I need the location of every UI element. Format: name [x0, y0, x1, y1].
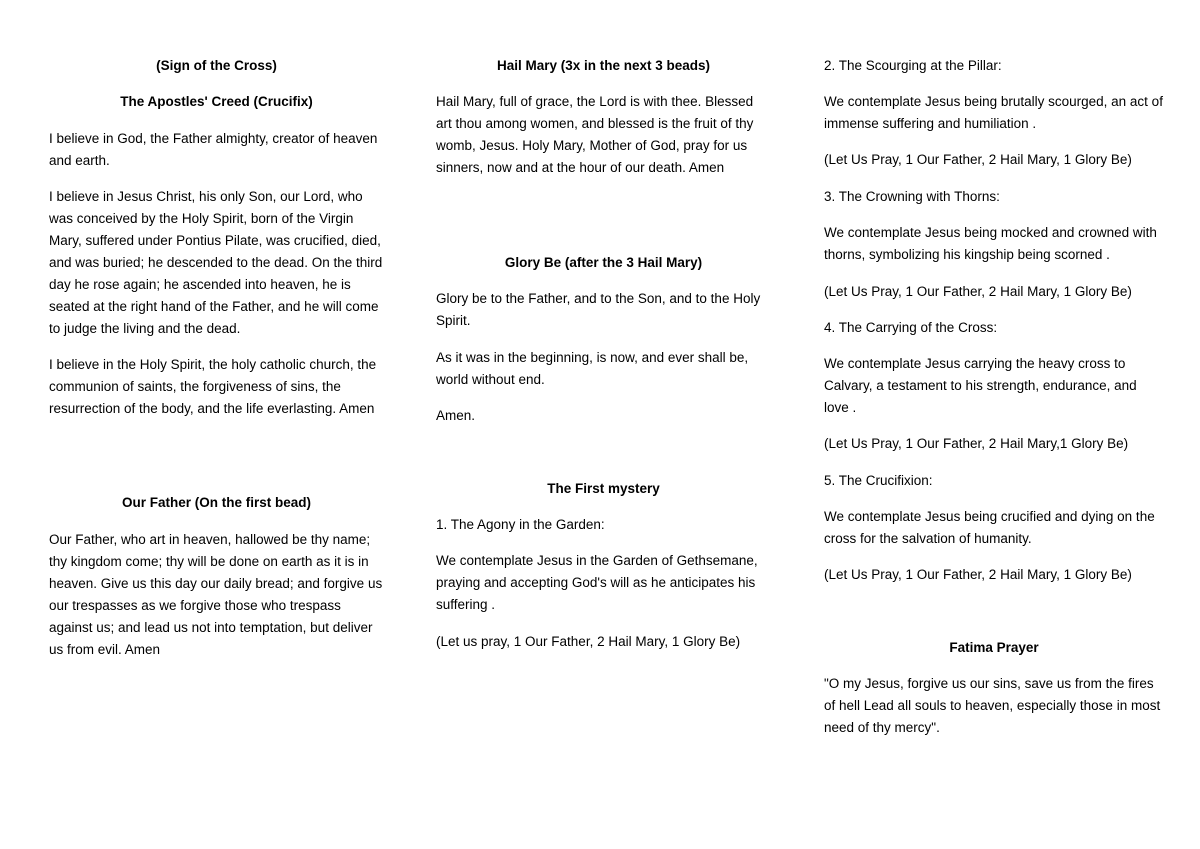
glory-be-heading: Glory Be (after the 3 Hail Mary) [504, 255, 703, 270]
our-father-text: Our Father, who art in heaven, hallowed be thy name; thy kingdom come; thy will be done on earth as it is in heaven. Give us this day our daily bread; and forgive us our trespasses as we forgive those who trespass against us; and lead us not into temptation, but deliver us from evil. Amen [49, 532, 383, 657]
mystery-2-prayer-count: (Let Us Pray, 1 Our Father, 2 Hail Mary, 1 Glory Be) [824, 152, 1132, 167]
hail-mary-heading: Hail Mary (3x in the next 3 beads) [496, 58, 711, 73]
mystery-3-prayer-count: (Let Us Pray, 1 Our Father, 2 Hail Mary, 1 Glory Be) [824, 284, 1132, 299]
mystery-5-prayer-count: (Let Us Pray, 1 Our Father, 2 Hail Mary, 1 Glory Be) [824, 567, 1132, 582]
glory-be-paragraph-2: As it was in the beginning, is now, and ever shall be, world without end. [436, 350, 749, 387]
mystery-3-title: 3. The Crowning with Thorns: [824, 189, 1000, 204]
first-mystery-heading: The First mystery [547, 481, 660, 496]
hail-mary-text: Hail Mary, full of grace, the Lord is with thee. Blessed art thou among women, and blessed is the fruit of thy womb, Jesus. Holy Mary, Mother of God, pray for us sinners, now and at the hour of our death. Amen [436, 94, 754, 175]
mystery-5-text: We contemplate Jesus being crucified and dying on the cross for the salvation of humanity. [824, 509, 1155, 546]
creed-paragraph-2: I believe in Jesus Christ, his only Son, our Lord, who was conceived by the Holy Spirit, born of the Virgin Mary, suffered under Pontius Pilate, was crucified, died, and was buried; he descended to the dead. On the third day he rose again; he ascended into heaven, he is seated at the right hand of the Father, and he will come to judge the living and the dead. [49, 189, 383, 336]
glory-be-paragraph-1: Glory be to the Father, and to the Son, and to the Holy Spirit. [436, 291, 761, 328]
glory-be-paragraph-3: Amen. [436, 408, 476, 423]
fatima-prayer-text: "O my Jesus, forgive us our sins, save us from the fires of hell Lead all souls to heaven, especially those in most need of thy mercy". [824, 676, 1161, 735]
mystery-1-text: We contemplate Jesus in the Garden of Gethsemane, praying and accepting God's will as he anticipates his suffering . [436, 553, 758, 612]
mystery-4-title: 4. The Carrying of the Cross: [824, 320, 998, 335]
creed-paragraph-3: I believe in the Holy Spirit, the holy catholic church, the communion of saints, the forgiveness of sins, the resurrection of the body, and the life everlasting. Amen [49, 357, 377, 416]
mystery-4-text: We contemplate Jesus carrying the heavy cross to Calvary, a testament to his strength, endurance, and love . [824, 356, 1137, 415]
creed-paragraph-1: I believe in God, the Father almighty, creator of heaven and earth. [49, 131, 378, 168]
apostles-creed-heading: The Apostles' Creed (Crucifix) [120, 94, 313, 109]
our-father-heading: Our Father (On the first bead) [121, 495, 311, 510]
mystery-2-title: 2. The Scourging at the Pillar: [824, 58, 1002, 73]
mystery-3-text: We contemplate Jesus being mocked and crowned with thorns, symbolizing his kingship being scorned . [824, 225, 1157, 262]
mystery-4-prayer-count: (Let Us Pray, 1 Our Father, 2 Hail Mary,1 Glory Be) [824, 436, 1129, 451]
mystery-2-text: We contemplate Jesus being brutally scourged, an act of immense suffering and humiliation . [824, 94, 1163, 131]
sign-of-cross-heading: (Sign of the Cross) [156, 58, 277, 73]
mystery-1-title: 1. The Agony in the Garden: [436, 517, 605, 532]
mystery-5-title: 5. The Crucifixion: [824, 473, 933, 488]
mystery-1-prayer-count: (Let us pray, 1 Our Father, 2 Hail Mary, 1 Glory Be) [436, 634, 741, 649]
fatima-prayer-heading: Fatima Prayer [949, 640, 1039, 655]
